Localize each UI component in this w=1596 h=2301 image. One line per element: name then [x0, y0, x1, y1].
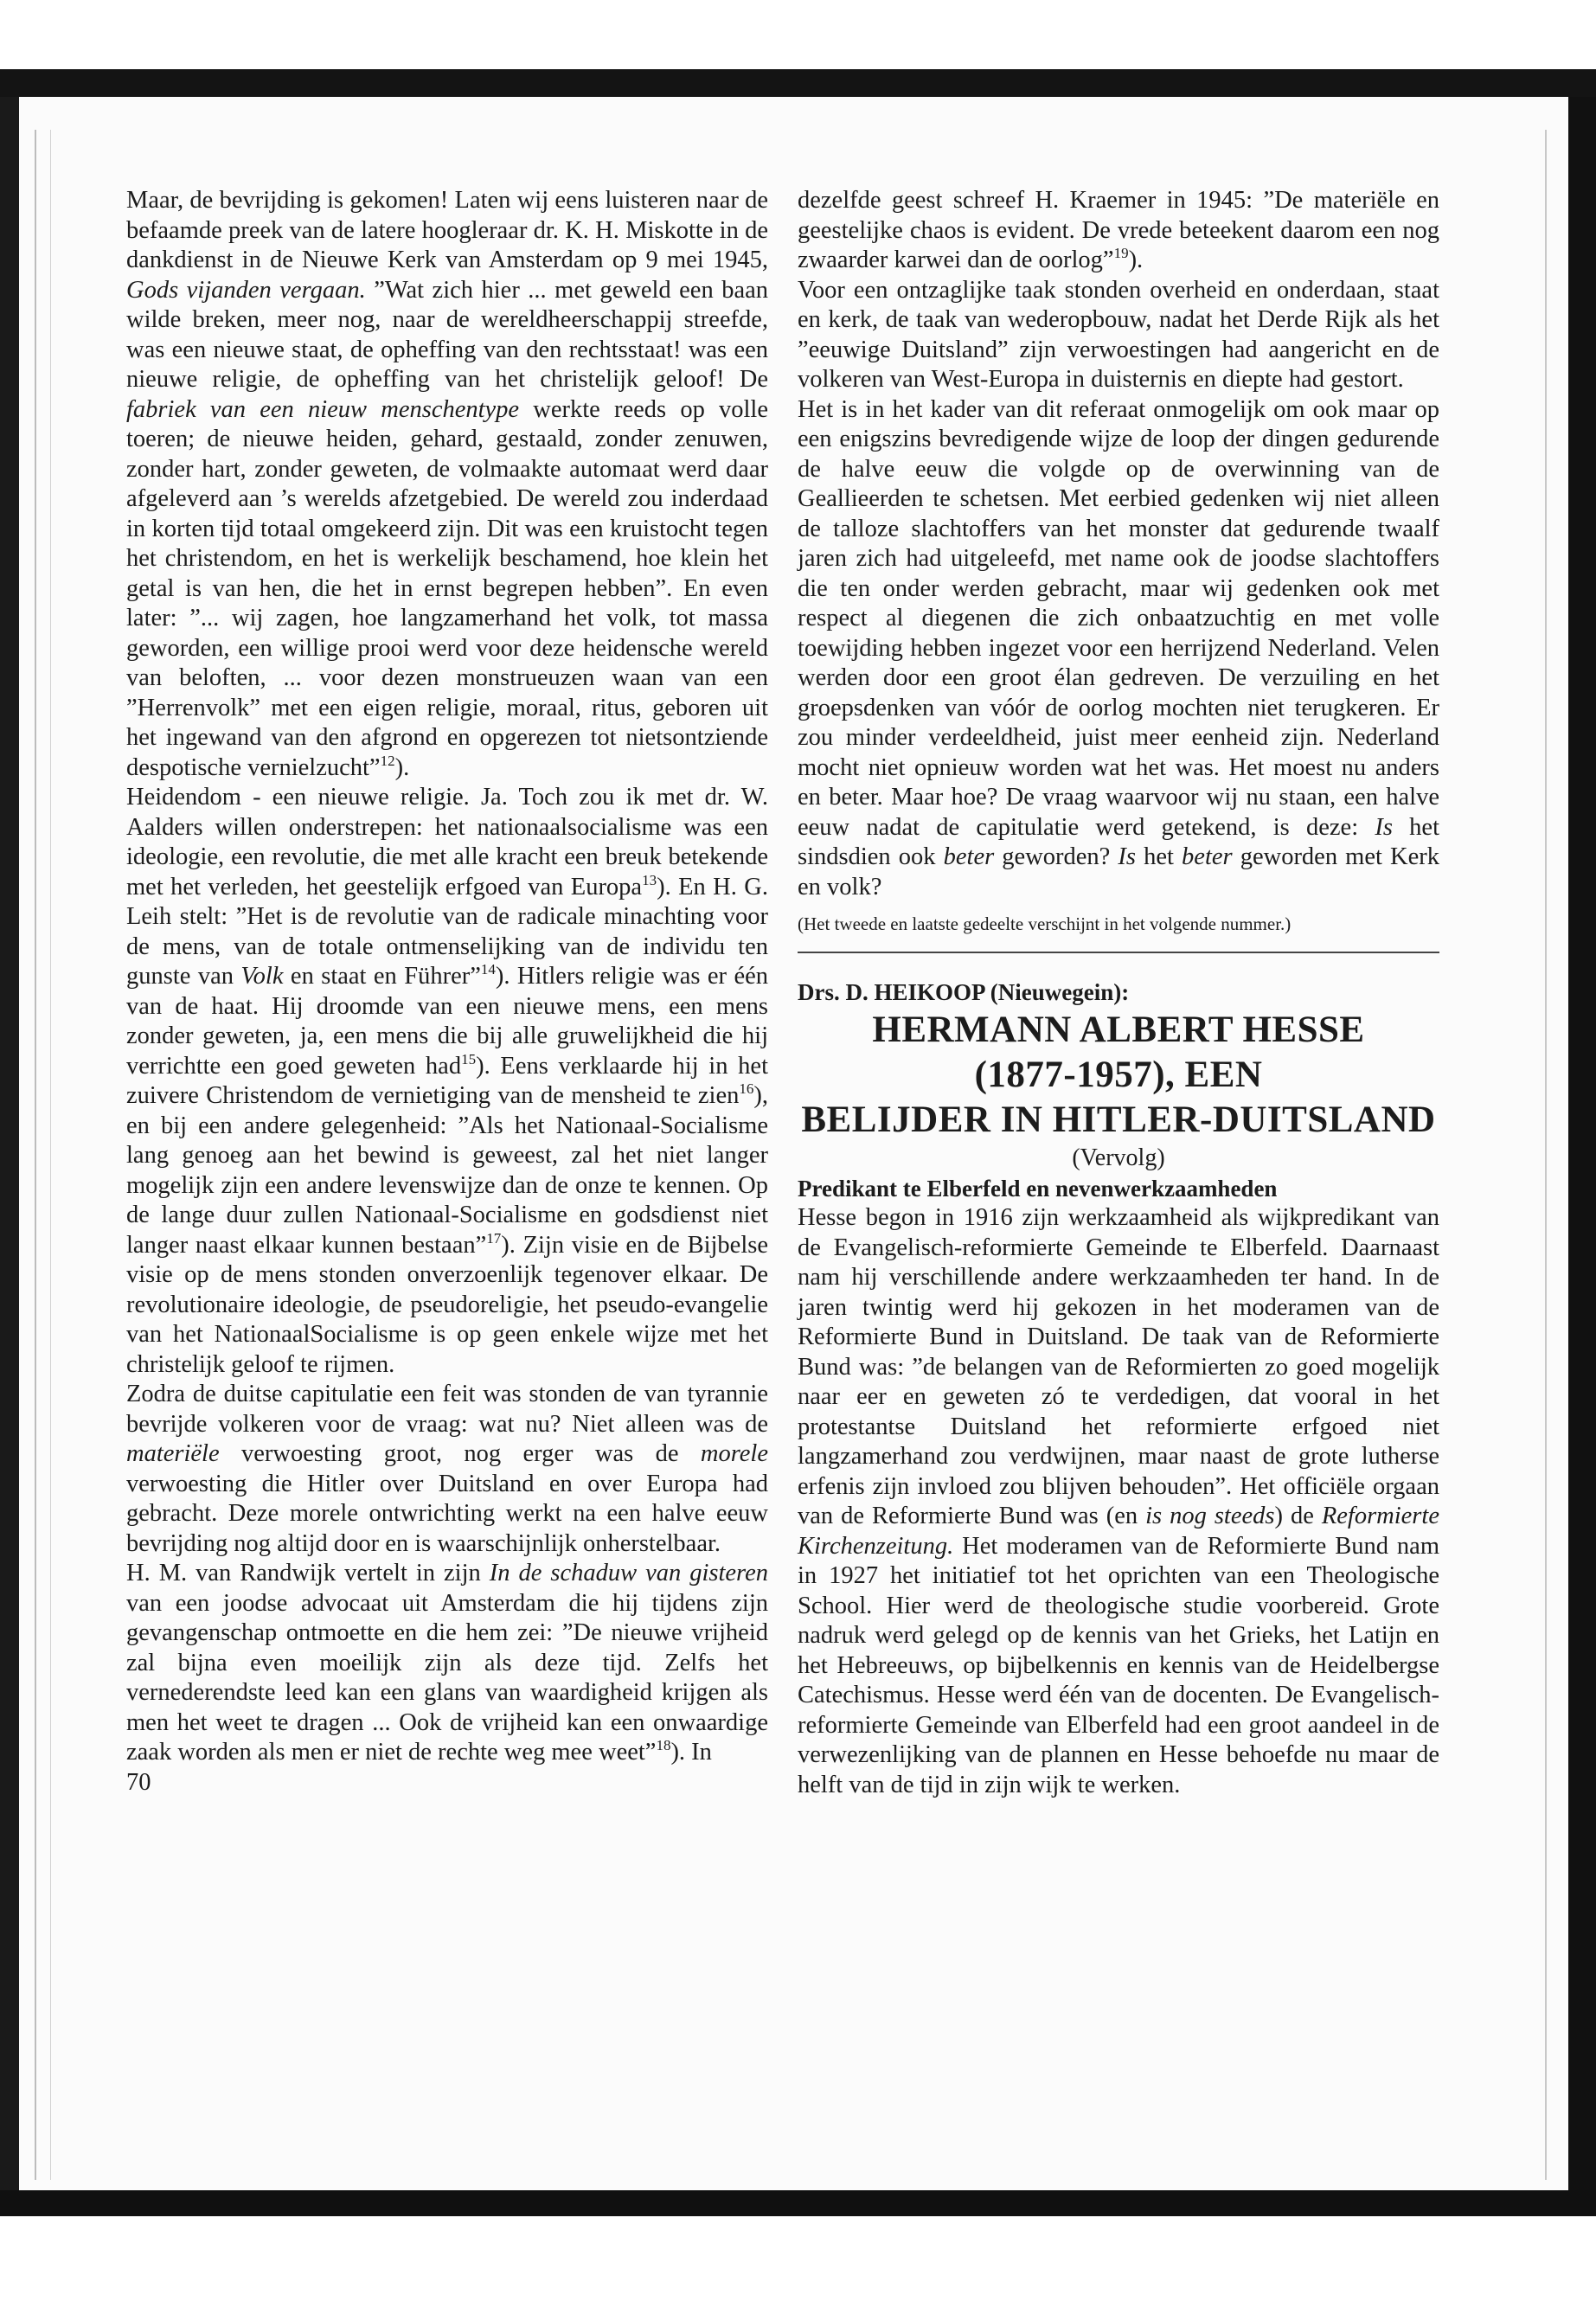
left-paragraph-1: Maar, de bevrijding is gekomen! Laten wij eens luisteren naar de befaamde preek van de latere hoogleraar dr. K. H. Miskotte in de dankdienst in de Nieuwe Kerk van Amsterdam op 9 mei 1945, Gods vijanden vergaan. ”Wat zich hier ... met geweld een baan wilde breken, meer nog, naar de wereldheerschappij streefde, was een nieuwe staat, de opheffing van den rechtsstaat! was een nieuwe religie, de opheffing van het christelijk geloof! De fabriek van een nieuw menschentype werkte reeds op volle toeren; de nieuwe heiden, gehard, gestaald, zonder zenuwen, zonder hart, zonder geweten, de volmaakte automaat werd daar afgeleverd aan ’s werelds afzetgebied. De wereld zou inderdaad in korten tijd totaal omgekeerd zijn. Dit was een kruistocht tegen het christendom, en het is werkelijk beschamend, hoe klein het getal is van hen, die het in ernst begrepen hebben”. En even later: ”... wij zagen, hoe langzamerhand het volk, tot massa geworden, een willige prooi werd voor deze heidensche wereld van beloften, ... voor dezen monstrueuzen waan van een ”Herrenvolk” met een eigen religie, moraal, ritus, geboren uit het ingewand van den afgrond en opgerezen tot nietsontziende despotische vernielzucht”$^{12}$).	[126, 187, 768, 781]
left-column	[126, 186, 768, 1798]
scan-border-left	[0, 97, 19, 2190]
footnote-ref: 12	[380, 752, 395, 769]
footnote-ref: 18	[656, 1737, 671, 1753]
article-body-paragraph: Hesse begon in 1916 zijn werkzaamheid als wijkpredikant van de Evangelisch-reformierte Gemeinde te Elberfeld. Daarnaast nam hij verschillende andere werkzaamheden ter hand. In de jaren twintig werd hij gekozen in het moderamen van de Reformierte Bund in Duitsland. De taak van de Reformierte Bund was: ”de belangen van de Reformierten zo goed mogelijk naar eer en geweten zó te verdedigen, dat vooral in het protestantse Duitsland het reformierte erfgoed niet langzamerhand zou verdwijnen, maar naast de grote lutherse erfenis zijn invloed zou blijven behouden”. Het officiële orgaan van de Reformierte Bund was (en is nog steeds) de Reformierte Kirchenzeitung. Het moderamen van de Reformierte Bund nam in 1927 het initiatief tot het oprichten van een Theologische School. Hier werd de theologische studie voorbereid. Grote nadruk werd gelegd op de kennis van het Grieks, het Latijn en het Hebreeuws, op bijbelkennis en kennis van de Heidelbergse Catechismus. Hesse werd één van de docenten. De Evangelisch-reformierte Gemeinde van Elberfeld had een groot aandeel in de verwezenlijking van de plannen en Hesse behoefde nu maar de helft van de tijd in zijn wijk te werken.	[798, 1204, 1439, 1798]
footnote-ref: 16	[739, 1080, 754, 1097]
scan-border-bottom	[0, 2190, 1596, 2301]
article-continued-label: (Vervolg)	[1072, 1144, 1165, 1171]
left-paragraph-3: Zodra de duitse capitulatie een feit was stonden de van tyrannie bevrijde volkeren voor de vraag: wat nu? Niet alleen was de materiële verwoesting groot, nog erger was de morele verwoesting die Hitler over Duitsland en over Europa had gebracht. Deze morele ontwrichting werkt na een halve eeuw bevrijding nog altijd door en is waarschijnlijk onherstelbaar.	[126, 1381, 768, 1557]
right-paragraph-3: Het is in het kader van dit referaat onmogelijk om ook maar op een enigszins bevredigende wijze de loop der dingen gedurende de halve eeuw die volgde op de overwinning van de Geallieerden te schetsen. Met eerbied gedenken wij niet alleen de talloze slachtoffers van het monster dat gedurende twaalf jaren zich had uitgeleefd, met name ook de joodse slachtoffers die ten onder werden gebracht, maar wij gedenken ook met respect al diegenen die zich onbaatzuchtig en met volle toewijding hebben ingezet voor een herrijzend Nederland. Velen werden door een groot élan gedreven. De verzuiling en het groepsdenken van vóór de oorlog mochten niet terugkeren. Er zou minder verdeeldheid, juist meer eenheid zijn. Nederland mocht niet opnieuw worden wat het was. Het moest nu anders en beter. Maar hoe? De vraag waarvoor wij nu staan, een halve eeuw nadat de capitulatie werd getekend, is deze: Is het sindsdien ook beter geworden? Is het beter geworden met Kerk en volk?	[798, 395, 1439, 901]
footnote-ref: 15	[461, 1050, 477, 1067]
article-title-line-3: BELIJDER IN HITLER-DUITSLAND	[801, 1099, 1436, 1140]
right-paragraph-1: dezelfde geest schreef H. Kraemer in 1945: ”De materiële en geestelijke chaos is evident. De vrede beteekent daarom een nog zwaarder karwei dan de oorlog”$^{19}$).	[798, 187, 1439, 273]
footnote-ref: 19	[1113, 245, 1129, 261]
article-author: Drs. D. HEIKOOP (Nieuwegein):	[798, 979, 1130, 1005]
left-paragraph-4: H. M. van Randwijk vertelt in zijn In de schaduw van gisteren van een joodse advocaat uit Amsterdam die hij tijdens zijn gevangenschap ontmoette en die hem zei: ”De nieuwe vrijheid zal bijna even moeilijk zijn als deze tijd. Zelfs het vernederendste leed kan een glans van waardigheid krijgen als men het weet te dragen ... Ook de vrijheid kan een onwaardige zaak worden als men er niet de rechte weg mee weet”$^{18}$). In	[126, 1560, 768, 1766]
article-title-line-1: HERMANN ALBERT HESSE	[872, 1009, 1365, 1050]
page-number: 70	[126, 1768, 151, 1796]
scan-border-right	[1568, 97, 1596, 2190]
footnote-ref: 13	[642, 871, 657, 888]
left-paragraph-2: Heidendom - een nieuwe religie. Ja. Toch zou ik met dr. W. Aalders willen onderstrepen: het nationaalsocialisme was een ideologie, een revolutie, die met alle kracht een breuk betekende met het verleden, het geestelijk erfgoed van Europa$^{13}$). En H. G. Leih stelt: ”Het is de revolutie van de radicale minachting voor de mens, van de totale ontmenselijking van de individu ten gunste van Volk en staat en Führer”$^{14}$). Hitlers religie was er één van de haat. Hij droomde van een nieuwe mens, een mens zonder geweten, ja, een mens die bij alle gruwelijkheid die hij verrichtte een goed geweten had$^{15}$). Eens verklaarde hij in het zuivere Christendom de vernietiging van de mensheid te zien$^{16}$), en bij een andere gelegenheid: ”Als het Nationaal-Socialisme lang genoeg aan het bewind is geweest, zal het niet langer mogelijk zijn een andere levenswijze dan de onze te kennen. Op de lange duur zullen Nationaal-Socialisme en godsdienst niet langer naast elkaar kunnen bestaan”$^{17}$). Zijn visie en de Bijbelse visie op de mens stonden onverzoenlijk tegenover elkaar. De revolutionaire ideologie, de pseudoreligie, het pseudo-evangelie van het NationaalSocialisme is op geen enkele wijze met het christelijk geloof te rijmen.	[126, 784, 768, 1378]
article-title-line-2: (1877-1957), EEN	[974, 1054, 1263, 1095]
footnote-ref: 14	[480, 961, 496, 977]
continuation-note: (Het tweede en laatste gedeelte verschijnt in het volgende nummer.)	[798, 913, 1292, 934]
section-divider	[798, 952, 1439, 953]
section-subheading: Predikant te Elberfeld en nevenwerkzaamheden	[798, 1175, 1278, 1202]
right-column	[798, 186, 1439, 1800]
right-paragraph-2: Voor een ontzaglijke taak stonden overheid en onderdaan, staat en kerk, de taak van wederopbouw, nadat het Derde Rijk als het ”eeuwige Duitsland” zijn verwoestingen had aangericht en de volkeren van West-Europa in duisternis en diepte had gestort.	[798, 276, 1439, 393]
footnote-ref: 17	[486, 1229, 502, 1247]
scan-border-top	[0, 0, 1596, 97]
page-gutter-edge	[1545, 130, 1552, 2180]
page-stack-edge	[35, 130, 51, 2180]
